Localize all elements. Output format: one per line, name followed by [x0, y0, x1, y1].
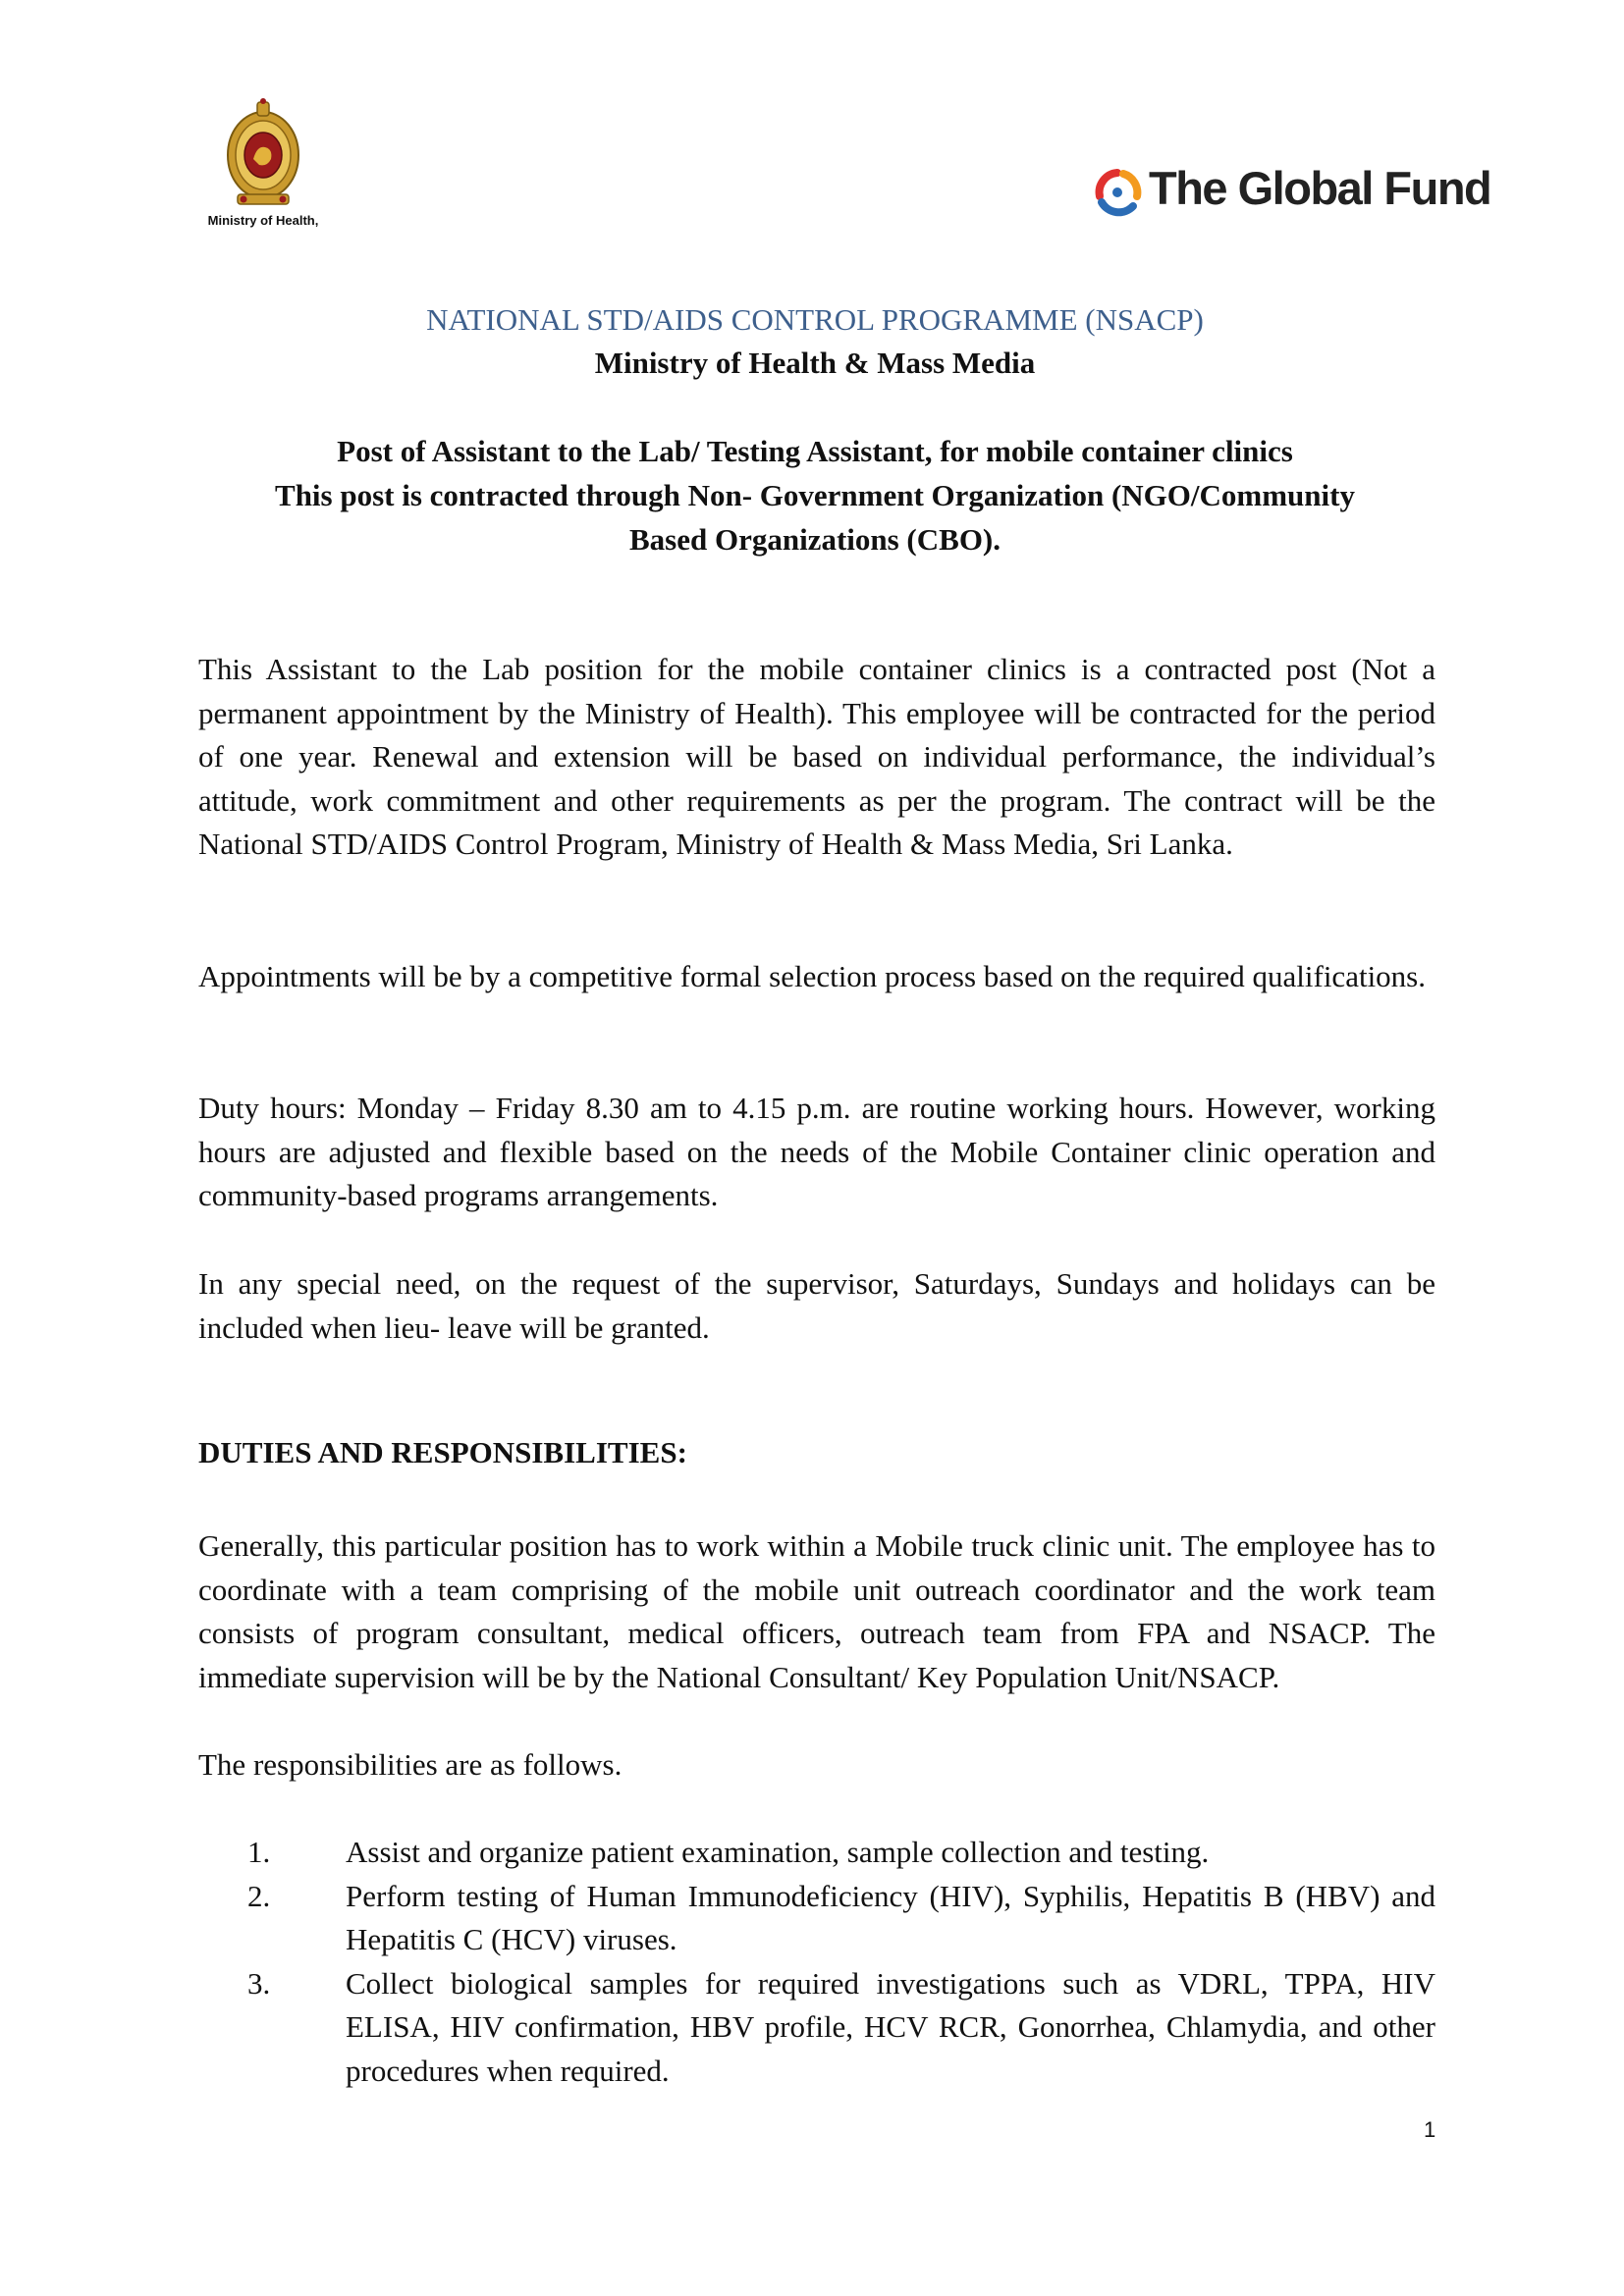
post-title-line: Based Organizations (CBO).: [628, 522, 1001, 557]
list-item-text: Collect biological samples for required investigations such as VDRL, TPPA, HIV ELISA, HIV confirmation, HBV profile, HCV RCR, Gonorrhea, Chlamydia, and other procedures when required.: [346, 1965, 1435, 2088]
post-title-line: This post is contracted through Non- Government Organization (NGO/Community: [275, 478, 1355, 512]
list-item-number: 2.: [247, 1878, 271, 1913]
responsibilities-list: [198, 1831, 1435, 2094]
contract-paragraph: This Assistant to the Lab position for the mobile container clinics is a contracted post (Not a permanent appointment by the Ministry of Health). This employee will be contracted for the period of one year. Renewal and extension will be based on individual performance, the individual’s attitude, work commitment and other requirements as per the program. The contract will be the National STD/AIDS Control Program, Ministry of Health & Mass Media, Sri Lanka.: [198, 652, 1435, 862]
list-item-number: 1.: [247, 1835, 271, 1869]
list-item-number: 3.: [247, 1965, 271, 2001]
special-need-paragraph: In any special need, on the request of the supervisor, Saturdays, Sundays and holidays can be included when lieu- leave will be granted.: [198, 1266, 1435, 1345]
duties-intro-paragraph: Generally, this particular position has to work within a Mobile truck clinic unit. The employee has to coordinate with a team comprising of the mobile unit outreach coordinator and the work team consists of program consultant, medical officers, outreach team from FPA and NSACP. The immediate supervision will be by the National Consultant/ Key Population Unit/NSACP.: [198, 1528, 1435, 1694]
ministry-title: Ministry of Health & Mass Media: [594, 346, 1036, 380]
duties-heading: DUTIES AND RESPONSIBILITIES:: [198, 1435, 687, 1469]
page-number: 1: [1424, 2117, 1436, 2142]
list-item: [198, 1875, 1435, 1962]
global-fund-logo: [1092, 162, 1504, 224]
list-item-text: Perform testing of Human Immunodeficiency (HIV), Syphilis, Hepatitis B (HBV) and Hepatitis C (HCV) viruses.: [346, 1878, 1435, 1957]
responsibilities-intro: The responsibilities are as follows.: [198, 1747, 623, 1782]
appointments-paragraph: Appointments will be by a competitive formal selection process based on the required qualifications.: [198, 959, 1426, 993]
global-fund-mark-icon: [1092, 167, 1143, 218]
ministry-logo-caption: Ministry of Health,: [207, 213, 319, 228]
sri-lanka-emblem-icon: [224, 98, 302, 208]
programme-title: NATIONAL STD/AIDS CONTROL PROGRAMME (NSACP): [426, 302, 1204, 337]
global-fund-wordmark: The Global Fund: [1149, 162, 1491, 214]
post-title-line: Post of Assistant to the Lab/ Testing Assistant, for mobile container clinics: [337, 434, 1293, 468]
duty-hours-paragraph: Duty hours: Monday – Friday 8.30 am to 4.15 p.m. are routine working hours. However, working hours are adjusted and flexible based on the needs of the Mobile Container clinic operation and community-based programs arrangements.: [198, 1091, 1435, 1213]
list-item: [198, 1831, 1435, 1875]
list-item: [198, 1962, 1435, 2094]
list-item-text: Assist and organize patient examination, sample collection and testing.: [346, 1835, 1210, 1869]
ministry-of-health-logo: [194, 98, 332, 245]
post-title: [196, 429, 1434, 561]
